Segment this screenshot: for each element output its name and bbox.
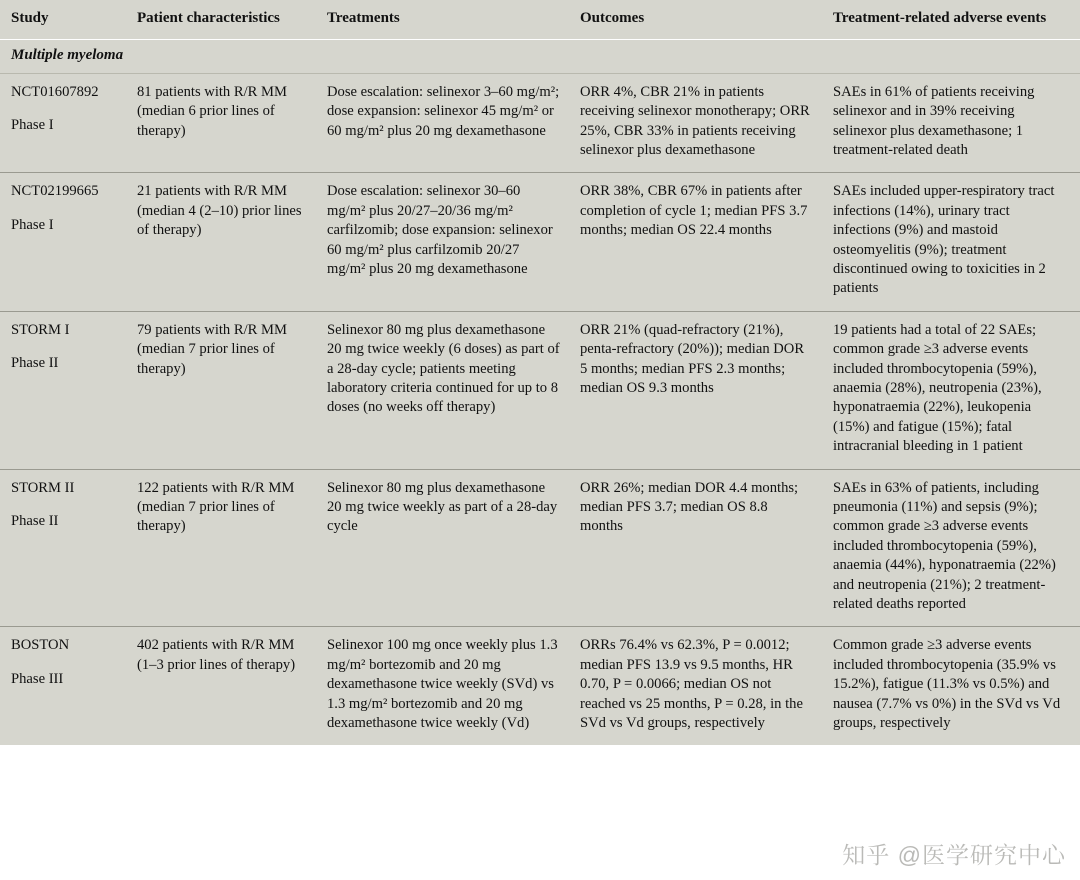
watermark-text: 知乎 @医学研究中心 [842,842,1066,868]
treatments-text: Selinexor 100 mg once weekly plus 1.3 mg/m² bortezomib and 20 mg dexamethasone twice weekly (SVd) vs 1.3 mg/m² bortezomib and 20 mg dexamethasone twice weekly (Vd) [327,637,558,732]
study-identifier: STORM I [11,321,70,338]
treatments-cell [317,311,570,469]
adverse-events-cell [823,73,1080,173]
patient-characteristics-text: 79 patients with R/R MM (median 7 prior lines of therapy) [137,321,287,377]
section-title-multiple-myeloma: Multiple myeloma [0,39,1080,73]
study-identifier: BOSTON [11,637,70,654]
patient-characteristics-text: 122 patients with R/R MM (median 7 prior lines of therapy) [137,479,295,535]
treatments-cell [317,469,570,627]
column-header-adverse-events: Treatment-related adverse events [823,0,1080,39]
patient-characteristics-cell [127,311,317,469]
watermark [842,837,1066,870]
outcomes-cell [570,311,823,469]
study-identifier: NCT01607892 [11,83,99,100]
adverse-events-cell [823,627,1080,746]
study-cell [0,627,127,746]
patient-characteristics-cell [127,627,317,746]
outcomes-text: ORR 4%, CBR 21% in patients receiving selinexor monotherapy; ORR 25%, CBR 33% in patients receiving selinexor plus dexamethasone [580,83,810,158]
table-row [0,469,1080,627]
study-cell [0,173,127,311]
table-row [0,311,1080,469]
section-header-row [0,39,1080,73]
outcomes-text: ORR 21% (quad-refractory (21%), penta-refractory (20%)); median DOR 5 months; median PFS 2.3 months; median OS 9.3 months [580,321,805,396]
outcomes-cell [570,469,823,627]
column-header-treatments: Treatments [317,0,570,39]
treatments-text: Selinexor 80 mg plus dexamethasone 20 mg twice weekly (6 doses) as part of a 28-day cycle; patients meeting laboratory criteria continued for up to 8 doses (no weeks off therapy) [327,321,560,416]
treatments-cell [317,173,570,311]
table-body [0,39,1080,745]
adverse-events-text: SAEs included upper-respiratory tract infections (14%), urinary tract infections (9%) and mastoid osteomyelitis (9%); treatment discontinued owing to toxicities in 2 patients [833,183,1055,297]
patient-characteristics-cell [127,469,317,627]
adverse-events-cell [823,469,1080,627]
outcomes-text: ORR 26%; median DOR 4.4 months; median PFS 3.7; median OS 8.8 months [580,479,799,535]
outcomes-cell [570,627,823,746]
treatments-cell [317,73,570,173]
study-cell [0,73,127,173]
study-phase: Phase I [11,216,54,233]
adverse-events-text: 19 patients had a total of 22 SAEs; common grade ≥3 adverse events included thrombocytopenia (59%), anaemia (28%), neutropenia (23%), hyponatraemia (22%), leukopenia (15%) and fatigue (15%); fatal intracranial bleeding in 1 patient [833,321,1042,455]
outcomes-text: ORR 38%, CBR 67% in patients after completion of cycle 1; median PFS 3.7 months; median OS 22.4 months [580,183,808,239]
outcomes-cell [570,173,823,311]
study-phase: Phase III [11,670,64,687]
column-header-study: Study [0,0,127,39]
study-phase: Phase I [11,117,54,134]
table-row [0,73,1080,173]
study-identifier: STORM II [11,479,75,496]
patient-characteristics-text: 81 patients with R/R MM (median 6 prior lines of therapy) [137,83,287,139]
patient-characteristics-text: 21 patients with R/R MM (median 4 (2–10) prior lines of therapy) [137,183,302,239]
table-row [0,173,1080,311]
outcomes-cell [570,73,823,173]
table-header [0,0,1080,39]
study-cell [0,311,127,469]
study-identifier: NCT02199665 [11,183,99,200]
adverse-events-cell [823,173,1080,311]
table-row [0,627,1080,746]
treatments-cell [317,627,570,746]
patient-characteristics-cell [127,73,317,173]
study-phase: Phase II [11,355,59,372]
patient-characteristics-text: 402 patients with R/R MM (1–3 prior lines of therapy) [137,637,296,673]
outcomes-text: ORRs 76.4% vs 62.3%, P = 0.0012; median PFS 13.9 vs 9.5 months, HR 0.70, P = 0.0066; median OS not reached vs 25 months, P = 0.28, in the SVd vs Vd groups, respectively [580,637,803,732]
study-phase: Phase II [11,513,59,529]
column-header-patient-characteristics: Patient characteristics [127,0,317,39]
study-cell [0,469,127,627]
patient-characteristics-cell [127,173,317,311]
adverse-events-text: Common grade ≥3 adverse events included thrombocytopenia (35.9% vs 15.2%), fatigue (11.3% vs 0.5%) and nausea (7.7% vs 0%) in the SVd vs Vd groups, respectively [833,637,1061,732]
adverse-events-cell [823,311,1080,469]
column-header-outcomes: Outcomes [570,0,823,39]
adverse-events-text: SAEs in 61% of patients receiving selinexor and in 39% receiving selinexor plus dexamethasone; 1 treatment-related death [833,83,1035,158]
treatments-text: Dose escalation: selinexor 30–60 mg/m² plus 20/27–20/36 mg/m² carfilzomib; dose expansion: selinexor 60 mg/m² plus carfilzomib 20/27 mg/m² plus 20 mg dexamethasone [327,183,553,277]
adverse-events-text: SAEs in 63% of patients, including pneumonia (11%) and sepsis (9%); common grade ≥3 adverse events included thrombocytopenia (59%), anaemia (44%), hyponatraemia (22%) and neutropenia (21%); 2 treatment-related deaths reported [833,479,1056,613]
treatments-text: Dose escalation: selinexor 3–60 mg/m²; dose expansion: selinexor 45 mg/m² or 60 mg/m² plus 20 mg dexamethasone [327,83,560,139]
treatments-text: Selinexor 80 mg plus dexamethasone 20 mg twice weekly as part of a 28-day cycle [327,479,558,535]
header-row [0,0,1080,39]
